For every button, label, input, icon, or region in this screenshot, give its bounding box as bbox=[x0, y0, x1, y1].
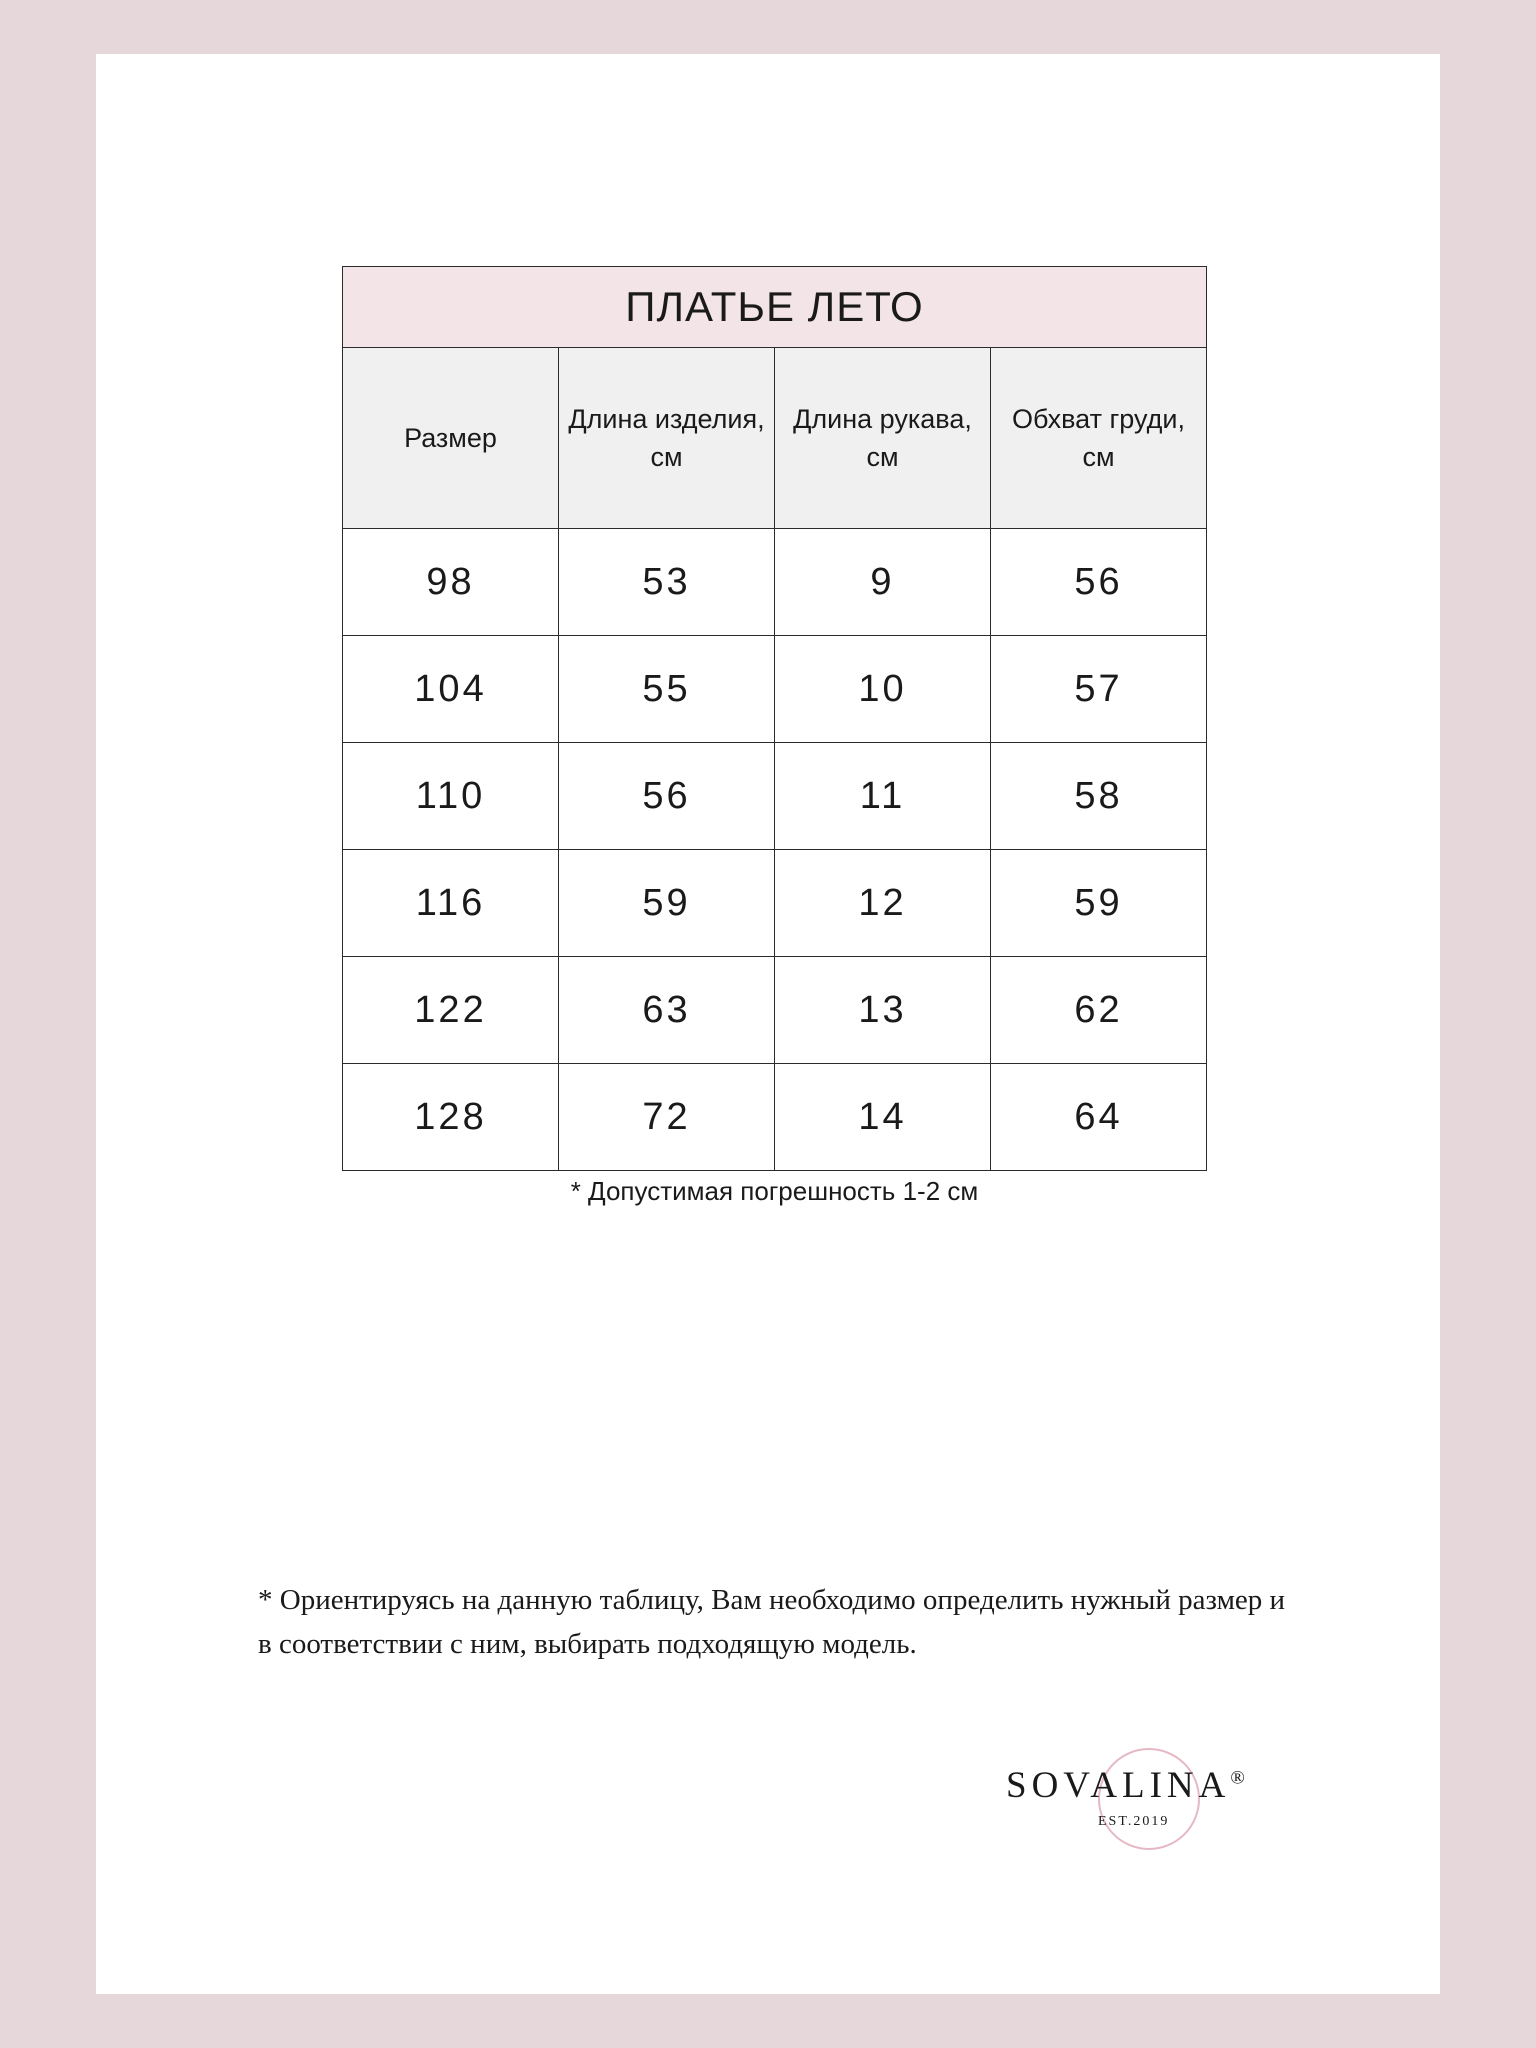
table-row bbox=[343, 957, 1207, 1064]
usage-note: * Ориентируясь на данную таблицу, Вам необходимо определить нужный размер и в соответствии с ним, выбирать подходящую модель. bbox=[258, 1584, 1286, 1660]
cell-sleeve-length: 12 bbox=[775, 850, 991, 957]
table-row bbox=[343, 1064, 1207, 1171]
cell-sleeve-length: 9 bbox=[775, 529, 991, 636]
cell-product-length: 53 bbox=[559, 529, 775, 636]
cell-chest: 57 bbox=[991, 636, 1207, 743]
cell-chest: 64 bbox=[991, 1064, 1207, 1171]
registered-icon: ® bbox=[1230, 1767, 1245, 1789]
table-row bbox=[343, 636, 1207, 743]
cell-product-length: 55 bbox=[559, 636, 775, 743]
cell-sleeve-length: 14 bbox=[775, 1064, 991, 1171]
table-row bbox=[343, 850, 1207, 957]
cell-sleeve-length: 11 bbox=[775, 743, 991, 850]
cell-product-length: 72 bbox=[559, 1064, 775, 1171]
cell-size: 122 bbox=[343, 957, 559, 1064]
cell-sleeve-length: 10 bbox=[775, 636, 991, 743]
cell-size: 110 bbox=[343, 743, 559, 850]
cell-size: 98 bbox=[343, 529, 559, 636]
cell-size: 104 bbox=[343, 636, 559, 743]
column-header-size: Размер bbox=[343, 348, 559, 529]
column-header-sleeve-length: Длина рукава, см bbox=[775, 348, 991, 529]
page-title: ПЛАТЬЕ ЛЕТО bbox=[343, 267, 1207, 348]
brand-logo bbox=[1006, 1726, 1316, 1856]
cell-chest: 58 bbox=[991, 743, 1207, 850]
tolerance-note: * Допустимая погрешность 1-2 см bbox=[570, 1176, 979, 1206]
cell-chest: 62 bbox=[991, 957, 1207, 1064]
cell-chest: 56 bbox=[991, 529, 1207, 636]
table-title-row bbox=[343, 267, 1207, 348]
table-row bbox=[343, 743, 1207, 850]
brand-name bbox=[1006, 1764, 1306, 1807]
brand-established: EST.2019 bbox=[1098, 1814, 1170, 1829]
cell-size: 116 bbox=[343, 850, 559, 957]
table-row bbox=[343, 529, 1207, 636]
cell-product-length: 59 bbox=[559, 850, 775, 957]
cell-sleeve-length: 13 bbox=[775, 957, 991, 1064]
table-header-row bbox=[343, 348, 1207, 529]
column-header-product-length: Длина изделия, см bbox=[559, 348, 775, 529]
size-table-container bbox=[342, 266, 1207, 1171]
cell-product-length: 56 bbox=[559, 743, 775, 850]
document-page bbox=[96, 54, 1440, 1994]
column-header-chest: Обхват груди, см bbox=[991, 348, 1207, 529]
cell-product-length: 63 bbox=[559, 957, 775, 1064]
cell-size: 128 bbox=[343, 1064, 559, 1171]
brand-name-text: SOVALINA bbox=[1006, 1765, 1231, 1806]
cell-chest: 59 bbox=[991, 850, 1207, 957]
size-table bbox=[342, 266, 1207, 1171]
